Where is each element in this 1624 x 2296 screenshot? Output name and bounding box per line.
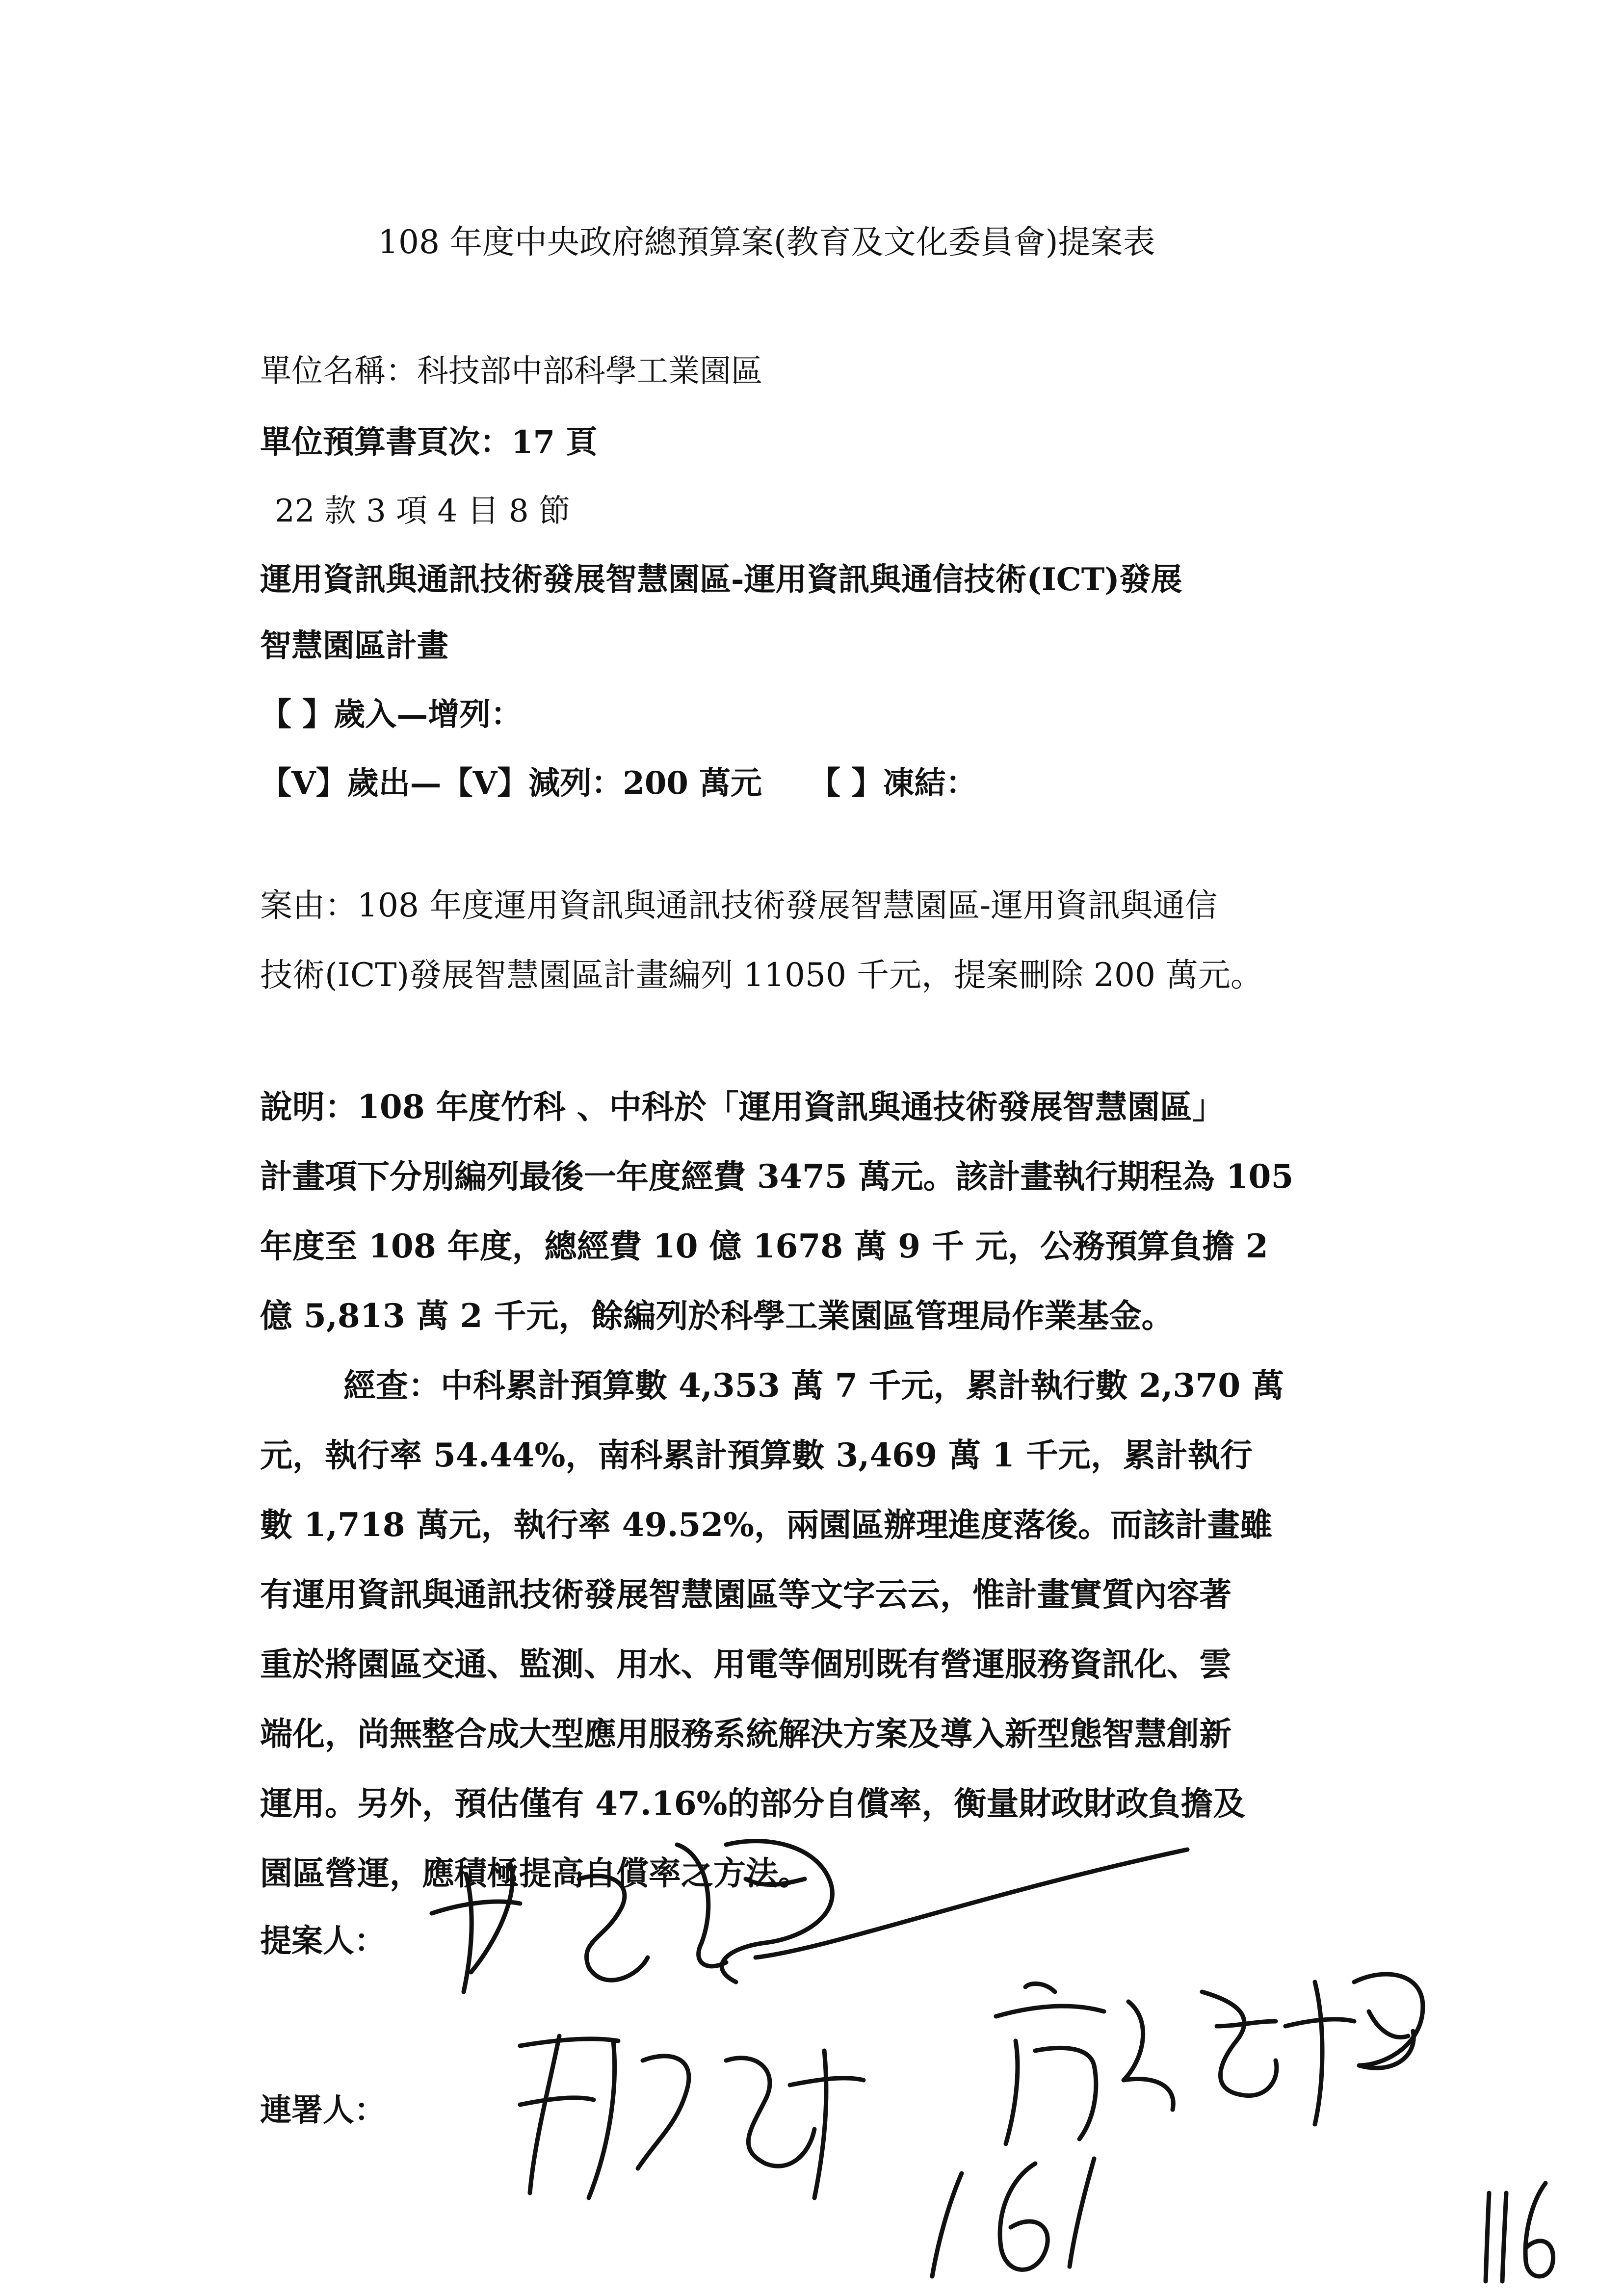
cosigner-signature-1 xyxy=(520,2036,864,2198)
cosigner-label: 連署人： xyxy=(260,2092,386,2129)
budget-page: 單位預算書頁次：17 頁 xyxy=(260,424,598,461)
unit-name: 單位名稱：科技部中部科學工業園區 xyxy=(260,353,762,390)
plan-name-line-1: 運用資訊與通訊技術發展智慧園區-運用資訊與通信技術(ICT)發展 xyxy=(260,561,1182,598)
plan-name-line-2: 智慧園區計畫 xyxy=(260,627,448,664)
handwritten-page-number xyxy=(1486,2183,1553,2281)
explanation-line: 億 5,813 萬 2 千元，餘編列於科學工業園區管理局作業基金。 xyxy=(260,1297,1174,1335)
reason-paragraph xyxy=(260,871,1403,1010)
review-line: 端化，尚無整合成大型應用服務系統解決方案及導入新型態智慧創新 xyxy=(260,1715,1231,1753)
explanation-paragraph xyxy=(260,1072,1403,1908)
reason-line: 案由：108 年度運用資訊與通訊技術發展智慧園區-運用資訊與通信 xyxy=(260,887,1218,924)
review-line: 重於將園區交通、監測、用水、用電等個別既有營運服務資訊化、雲 xyxy=(260,1645,1231,1683)
budget-section: 22 款 3 項 4 目 8 節 xyxy=(275,493,570,529)
handwritten-number xyxy=(932,2159,1094,2276)
review-line: 運用。另外，預估僅有 47.16%的部分自償率，衡量財政財政負擔及 xyxy=(260,1784,1246,1823)
revenue-option: 【 】歲入—增列： xyxy=(260,696,523,733)
reason-line: 技術(ICT)發展智慧園區計畫編列 11050 千元，提案刪除 200 萬元。 xyxy=(260,956,1263,994)
review-line: 園區營運，應積極提高自償率之方法。 xyxy=(260,1854,811,1892)
review-line: 有運用資訊與通訊技術發展智慧園區等文字云云，惟計畫實質內容著 xyxy=(260,1575,1231,1614)
explanation-line: 計畫項下分別編列最後一年度經費 3475 萬元。該計畫執行期程為 105 xyxy=(260,1157,1294,1196)
review-line: 數 1,718 萬元，執行率 49.52%，兩園區辦理進度落後。而該計畫雖 xyxy=(260,1506,1272,1544)
page-title: 108 年度中央政府總預算案(教育及文化委員會)提案表 xyxy=(378,223,1155,261)
explanation-line: 說明：108 年度竹科 、中科於「運用資訊與通技術發展智慧園區」 xyxy=(260,1088,1225,1126)
expenditure-option: 【V】歲出—【V】減列：200 萬元 【 】凍結： xyxy=(260,765,977,802)
cosigner-signature-2 xyxy=(996,1974,1423,2144)
review-line: 經查：中科累計預算數 4,353 萬 7 千元，累計執行數 2,370 萬 xyxy=(343,1366,1284,1405)
proposer-label: 提案人： xyxy=(260,1923,386,1959)
review-line: 元，執行率 54.44%，南科累計預算數 3,469 萬 1 千元，累計執行 xyxy=(260,1436,1253,1474)
explanation-line: 年度至 108 年度，總經費 10 億 1678 萬 9 千 元，公務預算負擔 2 xyxy=(260,1227,1268,1265)
